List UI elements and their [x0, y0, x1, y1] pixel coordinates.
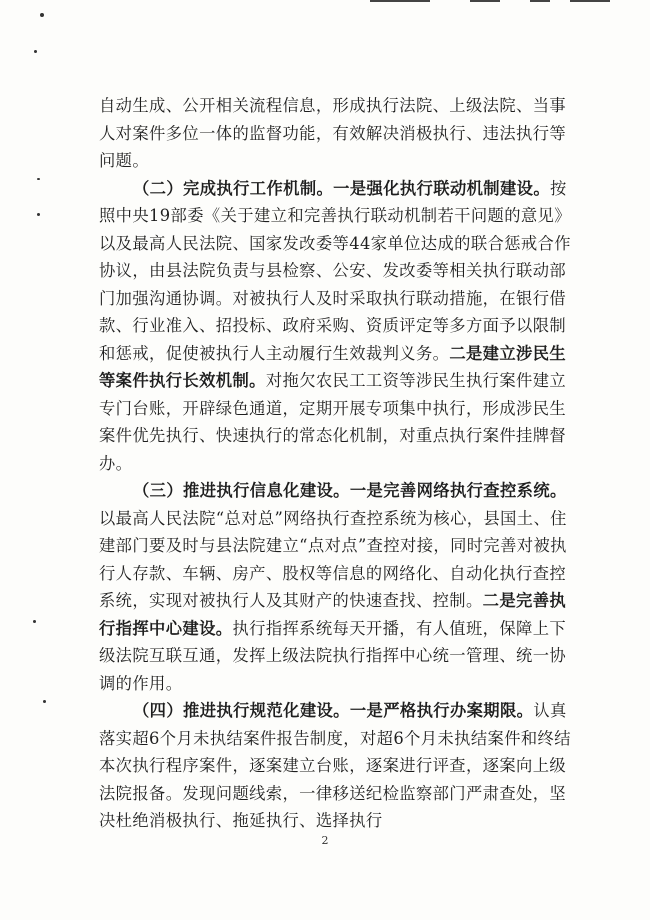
- text-run: 按照中央19部委《关于建立和完善执行联动机制若干问题的意见》以及最高人民法院、国家发改委等44家单位达成的联合惩戒合作协议，由县法院负责与县检察、公安、发改委等相关执行联动部门加强沟通协调。对被执行人及时采取执行联动措施，在银行借款、行业准入、招投标、政府采购、资质评定等多方面予以限制和惩戒，促使被执行人主动履行生效裁判义务。: [99, 178, 571, 363]
- bold-heading-run: （二）完成执行工作机制。一是强化执行联动机制建设。: [133, 178, 551, 198]
- paragraph-p2: [99, 477, 581, 697]
- bold-heading-run: 二是建立涉民生等案件执行长效机制。: [99, 343, 567, 390]
- scan-speck: [40, 13, 44, 17]
- bold-heading-run: 二是完善执行指挥中心建设。: [99, 591, 567, 638]
- paragraph-p1: [99, 175, 581, 478]
- paragraph-p0: [99, 92, 581, 175]
- document-body: [99, 92, 581, 835]
- scan-speck: [33, 620, 36, 623]
- text-run: 对拖欠农民工工资等涉民生执行案件建立专门台账，开辟绿色通道，定期开展专项集中执行，形成涉民生案件优先执行、快速执行的常态化机制，对重点执行案件挂牌督办。: [99, 371, 567, 473]
- scan-edge-line: [360, 0, 630, 3]
- text-run: 自动生成、公开相关流程信息，形成执行法院、上级法院、当事人对案件多位一体的监督功能，有效解决消极执行、违法执行等问题。: [99, 96, 567, 170]
- text-run: 认真落实超6个月未执结案件报告制度，对超6个月未执结案件和终结本次执行程序案件，逐案建立台账，逐案进行评查，逐案向上级法院报备。发现问题线索，一律移送纪检监察部门严肃查处，坚决杜绝消极执行、拖延执行、选择执行: [99, 701, 571, 830]
- scan-speck: [37, 178, 40, 180]
- scan-speck: [34, 50, 37, 53]
- scan-speck: [43, 700, 46, 703]
- text-run: 执行指挥系统每天开播，有人值班，保障上下级法院互联互通，发挥上级法院执行指挥中心统一管理、统一协调的作用。: [99, 618, 567, 693]
- page-number: 2: [321, 834, 329, 847]
- paragraph-p3: [99, 697, 581, 835]
- text-run: 以最高人民法院“总对总”网络执行查控系统为核心，县国土、住建部门要及时与县法院建立“点对点”查控对接，同时完善对被执行人存款、车辆、房产、股权等信息的网络化、自动化执行查控系统，实现对被执行人及其财产的快速查找、控制。: [99, 508, 567, 610]
- scan-speck: [37, 213, 40, 216]
- bold-heading-run: （三）推进执行信息化建设。一是完善网络执行查控系统。: [133, 481, 567, 500]
- bold-heading-run: （四）推进执行规范化建设。一是严格执行办案期限。: [133, 701, 534, 720]
